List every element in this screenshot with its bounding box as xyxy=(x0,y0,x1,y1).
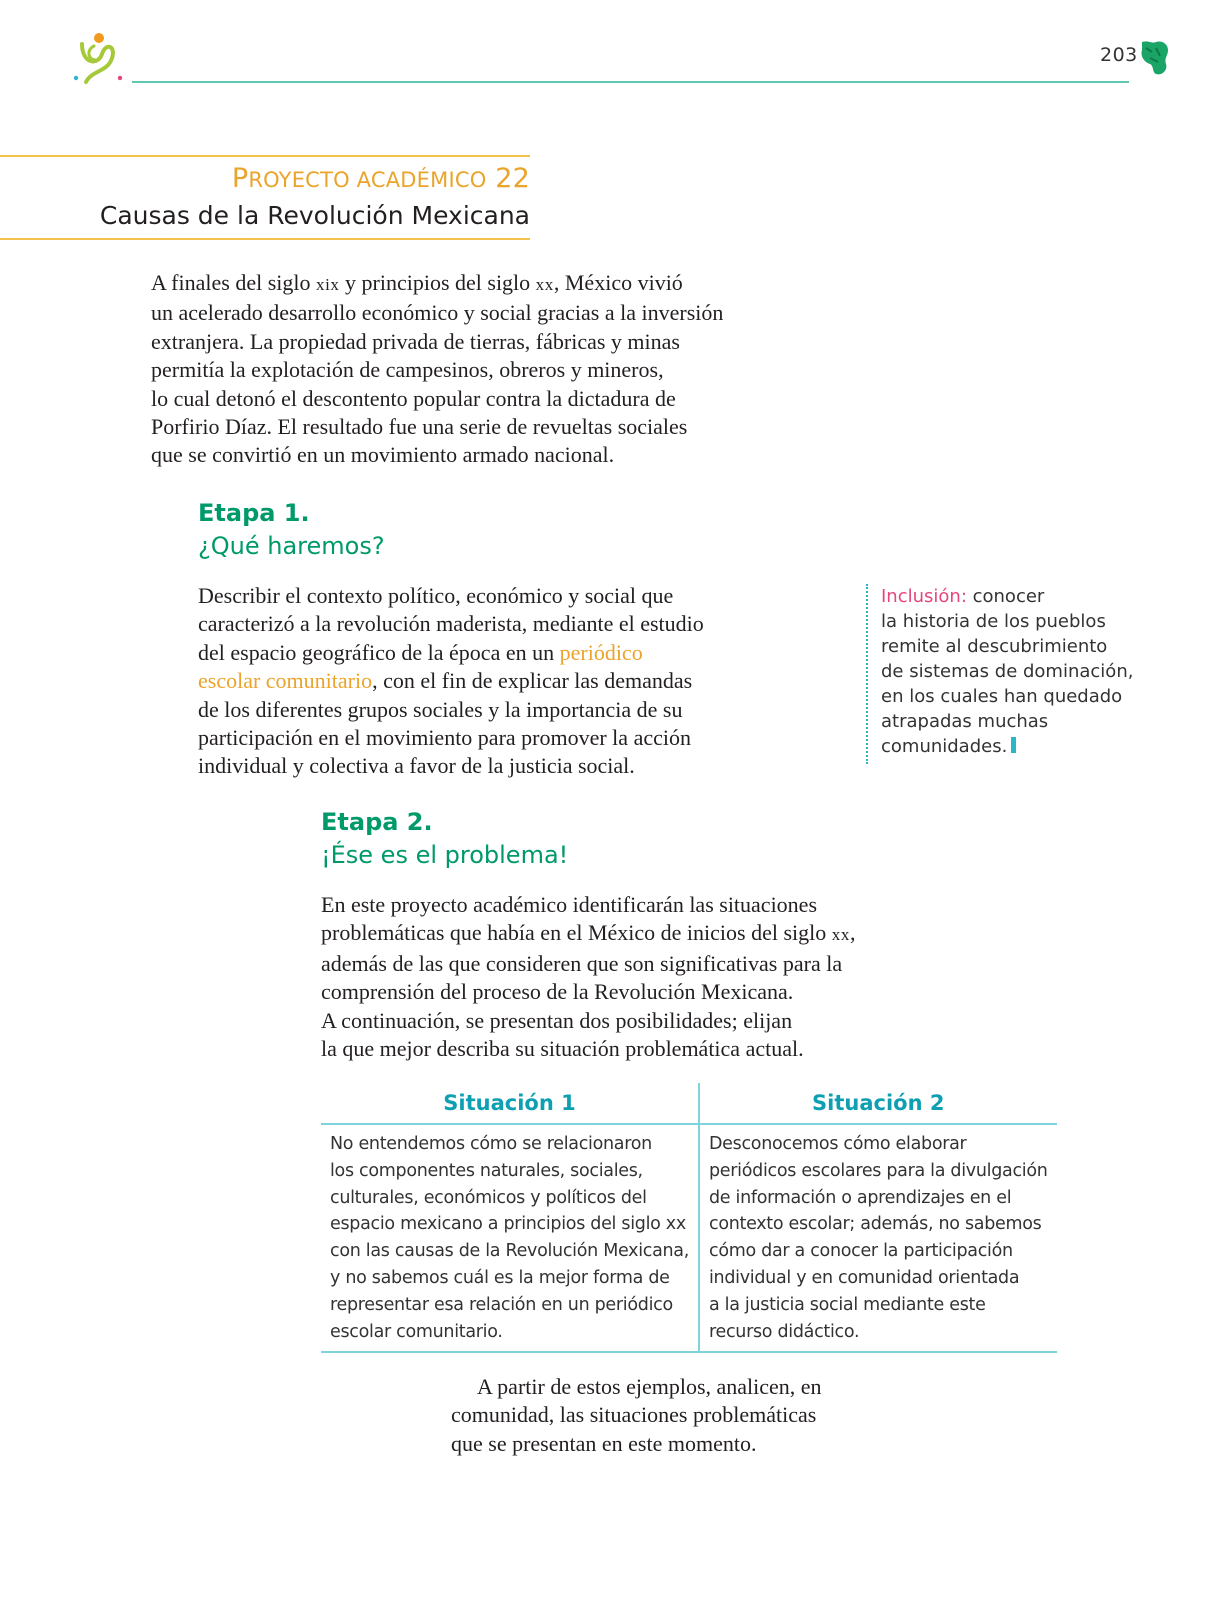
inclusion-label: Inclusión: xyxy=(881,586,967,607)
situations-table xyxy=(321,1083,1057,1353)
title-top-rule xyxy=(0,155,530,157)
mexico-map-icon xyxy=(1138,38,1172,78)
periodico-link[interactable]: periódico xyxy=(559,639,643,665)
project-kicker: PROYECTO ACADÉMICO 22 xyxy=(231,163,530,194)
inclusion-sidebar: Inclusión: conocer la historia de los pueblos remite al descubrimiento de sistemas de dominación, en los cuales han quedado atrapadas muchas comunidades. xyxy=(866,584,1148,764)
situation1-cell: No entendemos cómo se relacionaron los componentes naturales, sociales, culturales, económicos y políticos del espacio mexicano a principios del siglo xx con las causas de la Revolución Mexicana, y no sabemos cuál es la mejor forma de representar esa relación en un periódico escolar comunitario. xyxy=(321,1124,699,1352)
situation2-cell: Desconocemos cómo elaborar periódicos escolares para la divulgación de información o aprendizajes en el contexto escolar; además, no sabemos cómo dar a conocer la participación individual y en comunidad orientada a la justicia social mediante este recurso didáctico. xyxy=(699,1124,1057,1352)
stage2-heading xyxy=(321,806,568,872)
situation2-header: Situación 2 xyxy=(699,1083,1057,1124)
closing-paragraph: A partir de estos ejemplos, analicen, en comunidad, las situaciones problemáticas que se presentan en este momento. xyxy=(451,1374,822,1456)
stage1-paragraph: Describir el contexto político, económico y social que caracterizó a la revolución maderista, mediante el estudio del espacio geográfico de la época en un periódico escolar comunitario, con el fin de explicar las demandas de los diferentes grupos sociales y la importancia de su participación en el movimiento para promover la acción individual y colectiva a favor de la justicia social. xyxy=(198,583,704,779)
stage2-number: Etapa 2. xyxy=(321,808,433,836)
stage1-subtitle: ¿Qué haremos? xyxy=(198,532,385,560)
page-number: 203 xyxy=(1100,44,1138,66)
program-logo-icon xyxy=(72,30,128,86)
header-rule xyxy=(132,81,1129,83)
page-title: Causas de la Revolución Mexicana xyxy=(99,201,530,230)
stage1-heading xyxy=(198,497,385,563)
title-bottom-rule xyxy=(0,238,530,240)
intro-paragraph: A finales del siglo xix y principios del siglo xx, México vivió un acelerado desarrollo económico y social gracias a la inversión extranjera. La propiedad privada de tierras, fábricas y minas permitía la explotación de campesinos, obreros y mineros, lo cual detonó el descontento popular contra la dictadura de Porfirio Díaz. El resultado fue una serie de revueltas sociales que se convirtió en un movimiento armado nacional. xyxy=(151,270,724,468)
table-row xyxy=(321,1124,1057,1352)
end-marker-icon xyxy=(1011,737,1016,753)
stage1-number: Etapa 1. xyxy=(198,499,310,527)
stage2-subtitle: ¡Ése es el problema! xyxy=(321,841,569,869)
situation1-header: Situación 1 xyxy=(321,1083,699,1124)
stage2-paragraph: En este proyecto académico identificarán las situaciones problemáticas que había en el México de inicios del siglo xx, además de las que consideren que son significativas para la comprensión del proceso de la Revolución Mexicana. A continuación, se presentan dos posibilidades; elijan la que mejor describa su situación problemática actual. xyxy=(321,892,856,1062)
escolar-comunitario-link[interactable]: escolar comunitario xyxy=(198,668,373,694)
